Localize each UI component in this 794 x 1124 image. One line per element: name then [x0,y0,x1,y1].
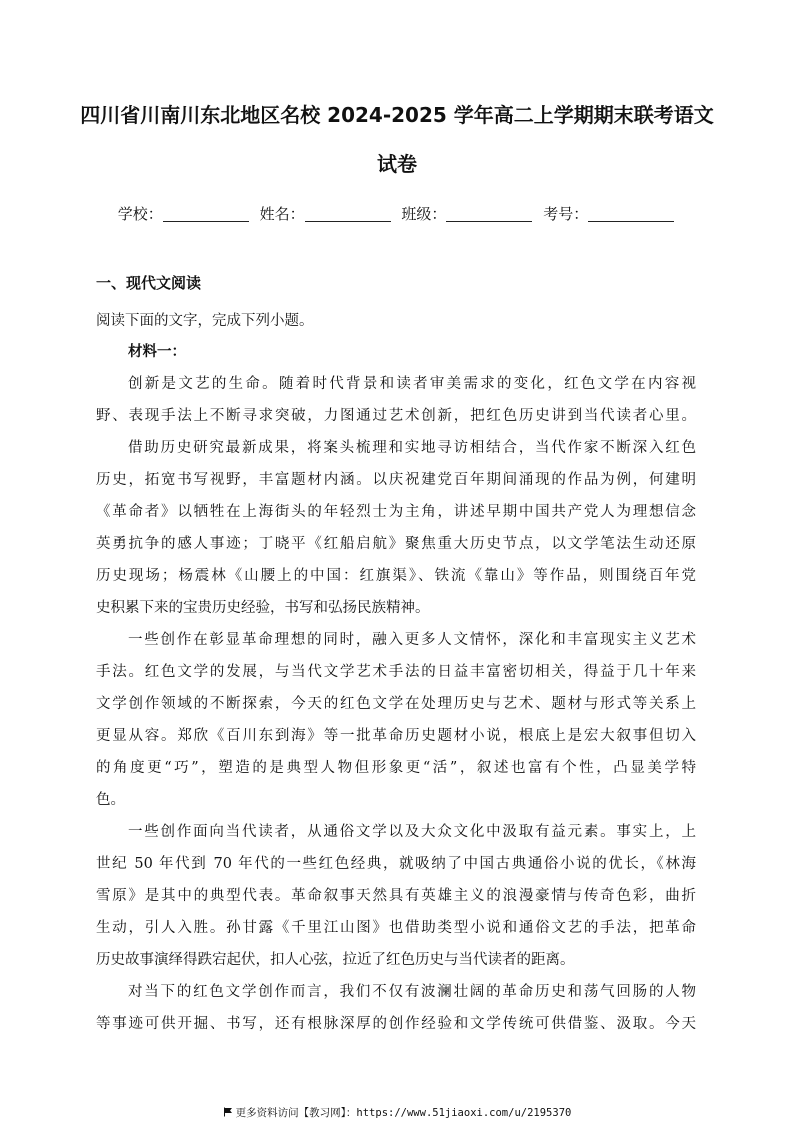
exam-number-field [543,205,676,223]
passage-line: 历史故事演绎得跌宕起伏，扣人心弦，拉近了红色历史与当代读者的距离。 [96,952,575,968]
footer-text: 更多资料访问【教习网】：https://www.51jiaoxi.com/u/2195370 [235,1107,572,1119]
passage-line: 一些创作在彰显革命理想的同时，融入更多人文情怀，深化和丰富现实主义艺术 [128,632,696,648]
passage-line: 英勇抗争的感人事迹；丁晓平《红船启航》聚焦重大历史节点，以文学笔法生动还原 [96,536,696,552]
passage-line: 色。 [96,792,125,808]
class-field [401,205,534,223]
passage-line: 创新是文艺的生命。随着时代背景和读者审美需求的变化，红色文学在内容视 [128,376,696,392]
passage-line: 手法。红色文学的发展，与当代文学艺术手法的日益丰富密切相关，得益于几十年来 [96,664,696,680]
passage-line: 的角度更“巧”，塑造的是典型人物但形象更“活”，叙述也富有个性，凸显美学特 [96,760,696,776]
class-label: 班级： [401,205,447,223]
name-blank[interactable] [305,221,391,222]
passage-line: 借助历史研究最新成果，将案头梳理和实地寻访相结合，当代作家不断深入红色 [128,440,696,456]
passage-line: 历史现场；杨震林《山腰上的中国：红旗渠》、铁流《靠山》等作品，则围绕百年党 [96,568,696,584]
reading-instruction: 阅读下面的文字，完成下列小题。 [96,313,314,329]
exam-number-label: 考号： [543,205,589,223]
passage-line: 更显从容。郑欣《百川东到海》等一批革命历史题材小说，根底上是宏大叙事但切入 [96,728,696,744]
passage-line: 对当下的红色文学创作而言，我们不仅有波澜壮阔的革命历史和荡气回肠的人物 [128,984,696,1000]
student-info-row [60,202,734,226]
class-blank[interactable] [446,221,532,222]
exam-number-blank[interactable] [588,221,674,222]
passage-line: 历史，拓宽书写视野，丰富题材内涵。以庆祝建党百年期间涌现的作品为例，何建明 [96,472,696,488]
school-field [118,205,251,223]
passage-line: 《革命者》以牺牲在上海街头的年轻烈士为主角，讲述早期中国共产党人为理想信念 [96,504,696,520]
passage-line: 文学创作领域的不断探索，今天的红色文学在处理历史与艺术、题材与形式等关系上 [96,696,696,712]
passage-line: 世纪 50 年代到 70 年代的一些红色经典，就吸纳了中国古典通俗小说的优长，《林海 [96,856,696,872]
section-heading: 一、现代文阅读 [96,274,202,292]
passage-line: 等事迹可供开掘、书写，还有根脉深厚的创作经验和文学传统可供借鉴、汲取。今天 [96,1016,696,1032]
exam-title-line-1: 四川省川南川东北地区名校 2024-2025 学年高二上学期期末联考语文 [80,103,714,127]
passage-line: 雪原》是其中的典型代表。革命叙事天然具有英雄主义的浪漫豪情与传奇色彩，曲折 [96,888,696,904]
school-blank[interactable] [163,221,249,222]
exam-title-line-2: 试卷 [377,152,417,176]
name-label: 姓名： [259,205,305,223]
passage-line: 一些创作面向当代读者，从通俗文学以及大众文化中汲取有益元素。事实上，上 [128,824,696,840]
school-label: 学校： [117,205,163,223]
passage-line: 史积累下来的宝贵历史经验，书写和弘扬民族精神。 [96,600,430,616]
passage-line: 生动，引人入胜。孙甘露《千里江山图》也借助类型小说和通俗文艺的手法，把革命 [96,920,696,936]
footer-link[interactable] [0,1106,794,1120]
name-field [260,205,393,223]
flag-icon [223,1107,233,1117]
material-label: 材料一： [128,343,186,360]
passage-body [96,372,696,1044]
passage-line: 野、表现手法上不断寻求突破，力图通过艺术创新，把红色历史讲到当代读者心里。 [96,408,696,424]
